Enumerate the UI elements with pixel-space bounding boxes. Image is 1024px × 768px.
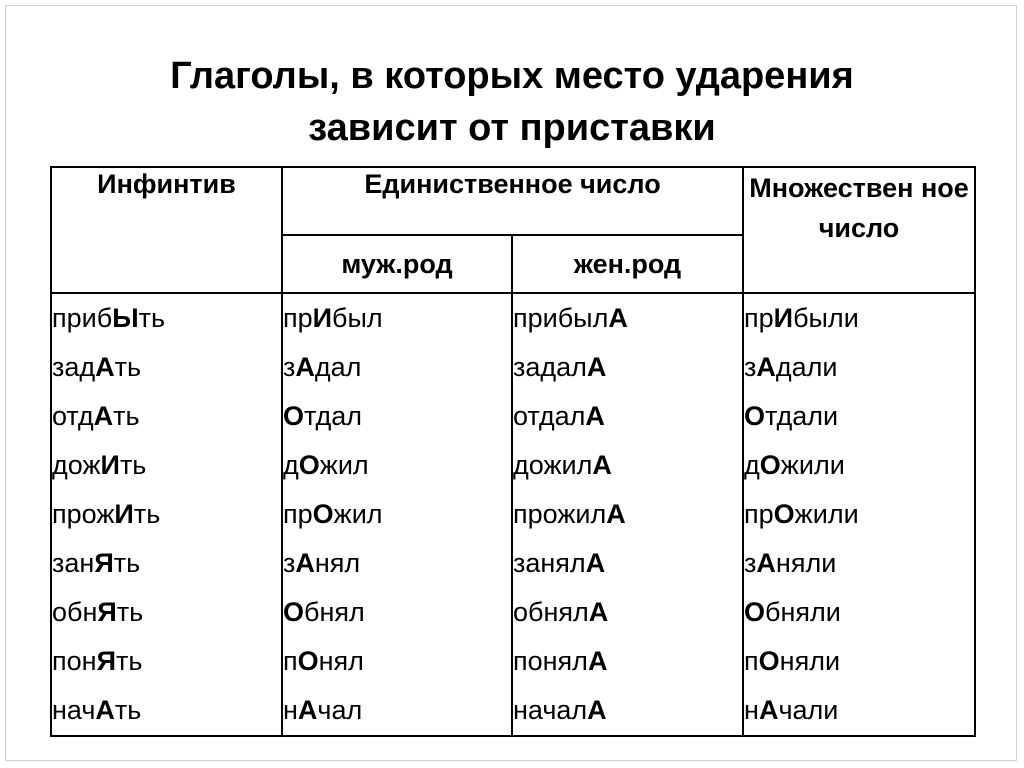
word-masculine (283, 294, 511, 343)
stressed-letter: О (773, 499, 795, 529)
stressed-letter: А (585, 401, 605, 431)
word-prefix: отдал (513, 401, 586, 431)
word-prefix: задал (513, 352, 587, 382)
stressed-letter: Я (94, 548, 114, 578)
word-prefix: н (283, 695, 298, 725)
stressed-letter: О (283, 597, 305, 627)
stressed-letter: Я (97, 597, 117, 627)
stressed-letter: А (93, 401, 114, 431)
word-suffix: нял (314, 548, 361, 578)
word-prefix: з (744, 352, 757, 382)
word-feminine (513, 441, 742, 490)
stressed-letter: А (585, 548, 606, 578)
stressed-letter: А (608, 303, 628, 333)
stressed-letter: А (95, 352, 115, 382)
word-prefix: нач (52, 695, 96, 725)
stressed-letter: И (773, 303, 794, 333)
word-prefix: п (283, 646, 298, 676)
word-plural (744, 294, 974, 343)
stressed-letter: А (295, 548, 315, 578)
word-prefix: отд (52, 401, 94, 431)
word-suffix: ть (114, 695, 142, 725)
stressed-letter: А (586, 352, 607, 382)
word-suffix: ть (115, 646, 143, 676)
word-prefix: пон (52, 646, 97, 676)
word-prefix: приб (52, 303, 113, 333)
word-prefix: дожил (513, 450, 593, 480)
header-singular: Единиственное число (282, 167, 743, 235)
stressed-letter: О (312, 499, 334, 529)
word-infinitive (52, 686, 281, 735)
word-prefix: дож (52, 450, 101, 480)
stressed-letter: О (298, 450, 320, 480)
word-masculine (283, 539, 511, 588)
word-prefix: п (744, 646, 759, 676)
word-suffix: ть (113, 548, 141, 578)
stressed-letter: А (756, 548, 776, 578)
word-masculine (283, 686, 511, 735)
stressed-letter: И (312, 303, 333, 333)
word-suffix: ть (116, 597, 144, 627)
body-row (51, 293, 975, 736)
slide-title-line-1: Глаголы, в которых место ударения (170, 55, 854, 97)
word-infinitive (52, 539, 281, 588)
slide-title-line-2: зависит от приставки (308, 107, 716, 149)
word-prefix: пр (283, 303, 313, 333)
word-prefix: пр (744, 303, 774, 333)
word-feminine (513, 588, 742, 637)
word-prefix: д (283, 450, 299, 480)
stressed-letter: А (95, 695, 115, 725)
word-suffix: тдали (765, 401, 839, 431)
word-prefix: понял (513, 646, 588, 676)
word-suffix: тдал (304, 401, 363, 431)
stressed-letter: Я (96, 646, 116, 676)
word-infinitive (52, 637, 281, 686)
column-masculine (282, 293, 512, 736)
word-infinitive (52, 441, 281, 490)
header-feminine: жен.род (512, 235, 743, 293)
word-prefix: н (744, 695, 759, 725)
stressed-letter: О (758, 646, 780, 676)
word-feminine (513, 294, 742, 343)
word-prefix: прибыл (513, 303, 609, 333)
word-suffix: ть (138, 303, 166, 333)
stressed-letter: А (297, 695, 318, 725)
word-prefix: прожил (513, 499, 607, 529)
stressed-letter: А (592, 450, 612, 480)
stressed-letter: О (283, 401, 305, 431)
word-suffix: ть (119, 450, 147, 480)
word-masculine (283, 343, 511, 392)
stressed-letter: О (744, 597, 766, 627)
word-feminine (513, 637, 742, 686)
column-infinitive (51, 293, 282, 736)
word-feminine (513, 490, 742, 539)
word-feminine (513, 392, 742, 441)
word-suffix: няли (775, 548, 837, 578)
word-suffix: были (793, 303, 859, 333)
word-feminine (513, 686, 742, 735)
stressed-letter: Ы (112, 303, 139, 333)
word-masculine (283, 392, 511, 441)
column-feminine (512, 293, 743, 736)
word-plural (744, 686, 974, 735)
stressed-letter: И (100, 450, 120, 480)
word-suffix: ть (113, 401, 140, 431)
header-infinitive: Инфинтив (51, 167, 282, 293)
column-plural (743, 293, 975, 736)
word-plural (744, 392, 974, 441)
word-suffix: дали (775, 352, 838, 382)
word-plural (744, 490, 974, 539)
word-prefix: з (283, 548, 296, 578)
word-suffix: ть (133, 499, 161, 529)
stressed-letter: А (606, 499, 626, 529)
word-prefix: д (744, 450, 760, 480)
word-prefix: пр (283, 499, 313, 529)
word-prefix: начал (513, 695, 588, 725)
stressed-letter: А (756, 352, 776, 382)
word-masculine (283, 490, 511, 539)
word-prefix: обн (52, 597, 98, 627)
word-suffix: бнял (304, 597, 365, 627)
word-suffix: жил (319, 450, 369, 480)
word-suffix: жили (794, 499, 859, 529)
word-prefix: зан (52, 548, 95, 578)
word-infinitive (52, 490, 281, 539)
word-feminine (513, 343, 742, 392)
header-plural: Множествен ное число (743, 167, 975, 293)
word-suffix: бняли (765, 597, 841, 627)
verbs-table (50, 166, 976, 737)
word-infinitive (52, 392, 281, 441)
word-prefix: з (283, 352, 296, 382)
word-suffix: няли (779, 646, 841, 676)
word-masculine (283, 441, 511, 490)
word-suffix: жил (333, 499, 383, 529)
word-prefix: пр (744, 499, 774, 529)
word-masculine (283, 637, 511, 686)
word-infinitive (52, 588, 281, 637)
word-plural (744, 441, 974, 490)
stressed-letter: А (758, 695, 779, 725)
word-suffix: ть (114, 352, 142, 382)
word-prefix: обнял (513, 597, 589, 627)
stressed-letter: О (744, 401, 766, 431)
word-suffix: дал (314, 352, 362, 382)
word-prefix: прож (52, 499, 115, 529)
stressed-letter: О (759, 450, 781, 480)
word-suffix: был (332, 303, 383, 333)
word-prefix: занял (513, 548, 586, 578)
word-plural (744, 588, 974, 637)
slide-title (0, 50, 1024, 154)
word-suffix: нял (318, 646, 364, 676)
stressed-letter: О (297, 646, 319, 676)
stressed-letter: А (587, 646, 608, 676)
word-prefix: зад (52, 352, 96, 382)
header-masculine: муж.род (282, 235, 512, 293)
word-infinitive (52, 294, 281, 343)
word-suffix: жили (780, 450, 845, 480)
word-feminine (513, 539, 742, 588)
word-plural (744, 637, 974, 686)
stressed-letter: А (295, 352, 315, 382)
stressed-letter: И (114, 499, 134, 529)
word-infinitive (52, 343, 281, 392)
word-suffix: чали (778, 695, 839, 725)
header-row-top (51, 167, 975, 235)
stressed-letter: А (588, 597, 609, 627)
word-masculine (283, 588, 511, 637)
word-plural (744, 343, 974, 392)
stressed-letter: А (587, 695, 607, 725)
word-plural (744, 539, 974, 588)
word-prefix: з (744, 548, 757, 578)
word-suffix: чал (317, 695, 363, 725)
